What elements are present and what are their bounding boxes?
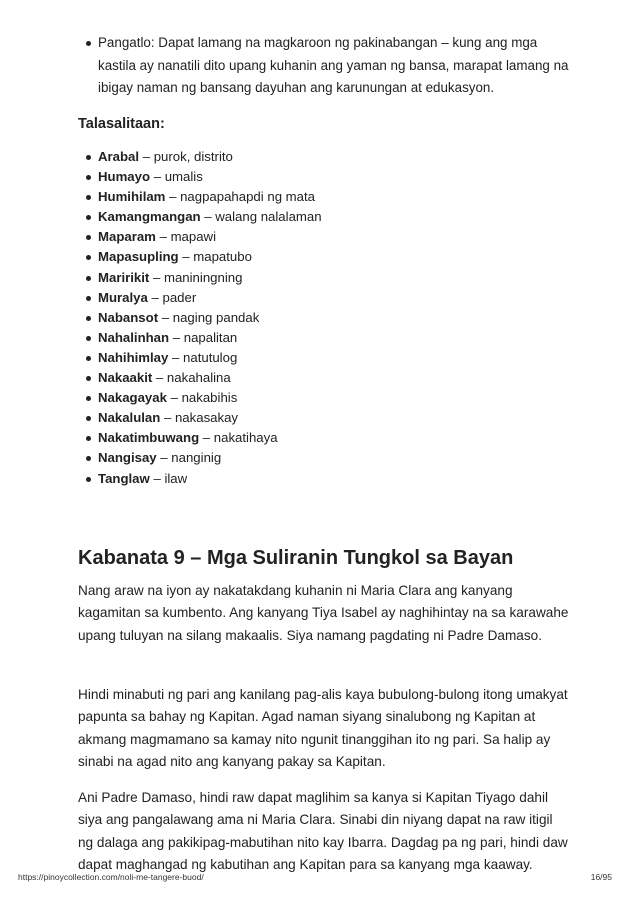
vocabulary-term: Humayo <box>98 169 151 185</box>
vocabulary-item <box>98 147 578 167</box>
vocabulary-item <box>98 368 578 388</box>
vocabulary-item <box>98 268 578 288</box>
vocabulary-item <box>98 247 578 267</box>
vocabulary-definition: – nakahalina <box>152 370 231 386</box>
vocabulary-definition: – mapatubo <box>178 249 252 265</box>
vocabulary-definition: – nakabihis <box>166 390 238 406</box>
vocabulary-term: Nakatimbuwang <box>98 430 200 446</box>
vocabulary-definition: – purok, distrito <box>139 149 233 164</box>
vocabulary-term: Arabal <box>98 149 140 164</box>
vocabulary-term: Maririkit <box>98 269 150 285</box>
vocabulary-item <box>98 308 578 328</box>
vocabulary-definition: – nagpapahapdi ng mata <box>165 189 316 205</box>
vocabulary-definition: – maniningning <box>149 269 243 285</box>
chapter-paragraph: Hindi minabuti ng pari ang kanilang pag-alis kaya bubulong-bulong itong umakyat papunta sa bahay ng Kapitan. Agad naman siyang sinalubong ng Kapitan at akmang magmamano sa kamay nito ngunit tinanggihan ito ng pari. Sa halip ay sinabi na agad nito ang kanyang pakay sa Kapitan. <box>78 687 568 769</box>
chapter-title: Kabanata 9 – Mga Suliranin Tungkol sa Bayan <box>78 547 514 569</box>
vocabulary-item <box>98 388 578 408</box>
vocabulary-definition: – walang nalalaman <box>200 209 322 225</box>
vocabulary-definition: – ilaw <box>149 470 188 486</box>
vocabulary-item <box>98 428 578 448</box>
vocabulary-term: Tanglaw <box>98 470 150 486</box>
source-url: https://pinoycollection.com/noli-me-tangere-buod/ <box>18 872 204 882</box>
page-footer <box>0 872 638 886</box>
vocabulary-definition: – napalitan <box>169 329 238 345</box>
vocabulary-term: Nakaakit <box>98 370 153 386</box>
vocabulary-item <box>98 408 578 428</box>
vocabulary-item <box>98 288 578 308</box>
vocabulary-term: Kamangmangan <box>98 209 201 225</box>
vocabulary-definition: – mapawi <box>155 229 217 245</box>
vocabulary-item <box>98 328 578 348</box>
vocabulary-term: Maparam <box>98 229 156 245</box>
vocabulary-term: Muralya <box>98 289 148 305</box>
vocabulary-term: Mapasupling <box>98 249 179 265</box>
vocabulary-term: Nangisay <box>98 450 157 466</box>
vocabulary-item <box>98 348 578 368</box>
vocabulary-term: Nahalinhan <box>98 329 170 345</box>
vocabulary-item <box>98 207 578 227</box>
intro-bullet-list <box>98 32 578 100</box>
vocabulary-term: Nabansot <box>98 309 159 325</box>
page-number: 16/95 <box>590 872 612 882</box>
vocabulary-heading: Talasalitaan: <box>78 116 165 132</box>
vocabulary-item <box>98 448 578 468</box>
vocabulary-item <box>98 469 578 489</box>
vocabulary-definition: – naging pandak <box>158 309 260 325</box>
vocabulary-definition: – nakasakay <box>160 410 239 426</box>
list-item: Pangatlo: Dapat lamang na magkaroon ng pakinabangan – kung ang mga kastila ay nanatili dito upang kuhanin ang yaman ng bansa, marapat lamang na ibigay naman ng bansang dayuhan ang karunungan at edukasyon. <box>98 32 578 100</box>
vocabulary-item <box>98 187 578 207</box>
vocabulary-term: Humihilam <box>98 189 166 205</box>
vocabulary-definition: – pader <box>147 289 197 305</box>
vocabulary-item <box>98 227 578 247</box>
chapter-paragraph: Ani Padre Damaso, hindi raw dapat maglihim sa kanya si Kapitan Tiyago dahil siya ang pangalawang ama ni Maria Clara. Sinabi din niyang dapat na raw itigil ng dalaga ang pakikipag-mabutihan nito kay Ibarra. Dagdag pa ng pari, hindi daw dapat maghangad ng kabutihan ang Kapitan para sa kanyang mga kaaway. <box>78 790 568 872</box>
vocabulary-term: Nakalulan <box>98 410 161 426</box>
vocabulary-definition: – nanginig <box>156 450 222 466</box>
vocabulary-item <box>98 167 578 187</box>
chapter-paragraph: Nang araw na iyon ay nakatakdang kuhanin ni Maria Clara ang kanyang kagamitan sa kumbento. Ang kanyang Tiya Isabel ay naghihintay na sa karawahe upang tuluyan na silang makaalis. Siya namang pagdating ni Padre Damaso. <box>78 583 569 643</box>
vocabulary-term: Nahihimlay <box>98 349 169 365</box>
vocabulary-definition: – umalis <box>150 169 203 185</box>
vocabulary-definition: – nakatihaya <box>199 430 278 446</box>
vocabulary-term: Nakagayak <box>98 390 167 406</box>
vocabulary-list <box>98 147 578 489</box>
vocabulary-definition: – natutulog <box>168 349 238 365</box>
